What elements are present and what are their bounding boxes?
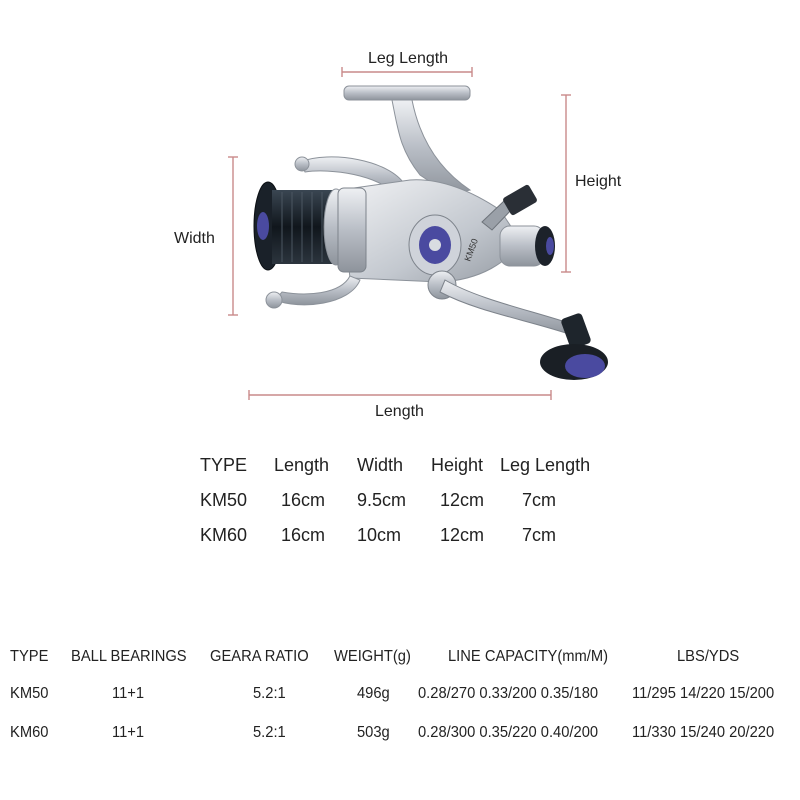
spec-row2-line-capacity: 0.28/300 0.35/220 0.40/200 — [418, 724, 599, 741]
spec-header-lbs-yds: LBS/YDS — [677, 648, 740, 665]
size-row1-width: 9.5cm — [357, 490, 407, 510]
spec-row2-weight: 503g — [357, 724, 390, 741]
spec-header-gear-ratio: GEARA RATIO — [210, 648, 309, 665]
size-header-height: Height — [431, 455, 484, 475]
spec-row2-type: KM60 — [10, 724, 49, 741]
size-row2-length: 16cm — [281, 525, 326, 545]
height-label: Height — [575, 173, 622, 190]
size-row2-height: 12cm — [440, 525, 485, 545]
size-row1-leg-length: 7cm — [522, 490, 557, 510]
spec-row1-ball-bearings: 11+1 — [112, 685, 145, 702]
spec-row1-gear-ratio: 5.2:1 — [253, 685, 286, 702]
size-row1-type: KM50 — [200, 490, 248, 510]
spec-header-line-capacity: LINE CAPACITY(mm/M) — [448, 648, 609, 665]
spec-header-type: TYPE — [10, 648, 49, 665]
size-row2-width: 10cm — [357, 525, 402, 545]
size-row1-height: 12cm — [440, 490, 485, 510]
size-header-leg-length: Leg Length — [500, 455, 591, 475]
length-label: Length — [375, 403, 424, 420]
spec-row1-weight: 496g — [357, 685, 390, 702]
spec-row2-ball-bearings: 11+1 — [112, 724, 145, 741]
spec-row2-gear-ratio: 5.2:1 — [253, 724, 286, 741]
width-label: Width — [174, 230, 215, 247]
spec-row1-lbs-yds: 11/295 14/220 15/200 — [632, 685, 775, 702]
size-header-width: Width — [357, 455, 404, 475]
size-header-length: Length — [274, 455, 330, 475]
size-row2-leg-length: 7cm — [522, 525, 557, 545]
spec-row1-line-capacity: 0.28/270 0.33/200 0.35/180 — [418, 685, 599, 702]
size-row1-length: 16cm — [281, 490, 326, 510]
leg-length-label: Leg Length — [368, 50, 449, 67]
size-row2-type: KM60 — [200, 525, 248, 545]
model-mark: KM50 — [462, 237, 480, 263]
spec-header-ball-bearings: BALL BEARINGS — [71, 648, 187, 665]
size-header-type: TYPE — [200, 455, 248, 475]
spec-header-weight: WEIGHT(g) — [334, 648, 411, 665]
spec-row2-lbs-yds: 11/330 15/240 20/220 — [632, 724, 775, 741]
spec-row1-type: KM50 — [10, 685, 49, 702]
